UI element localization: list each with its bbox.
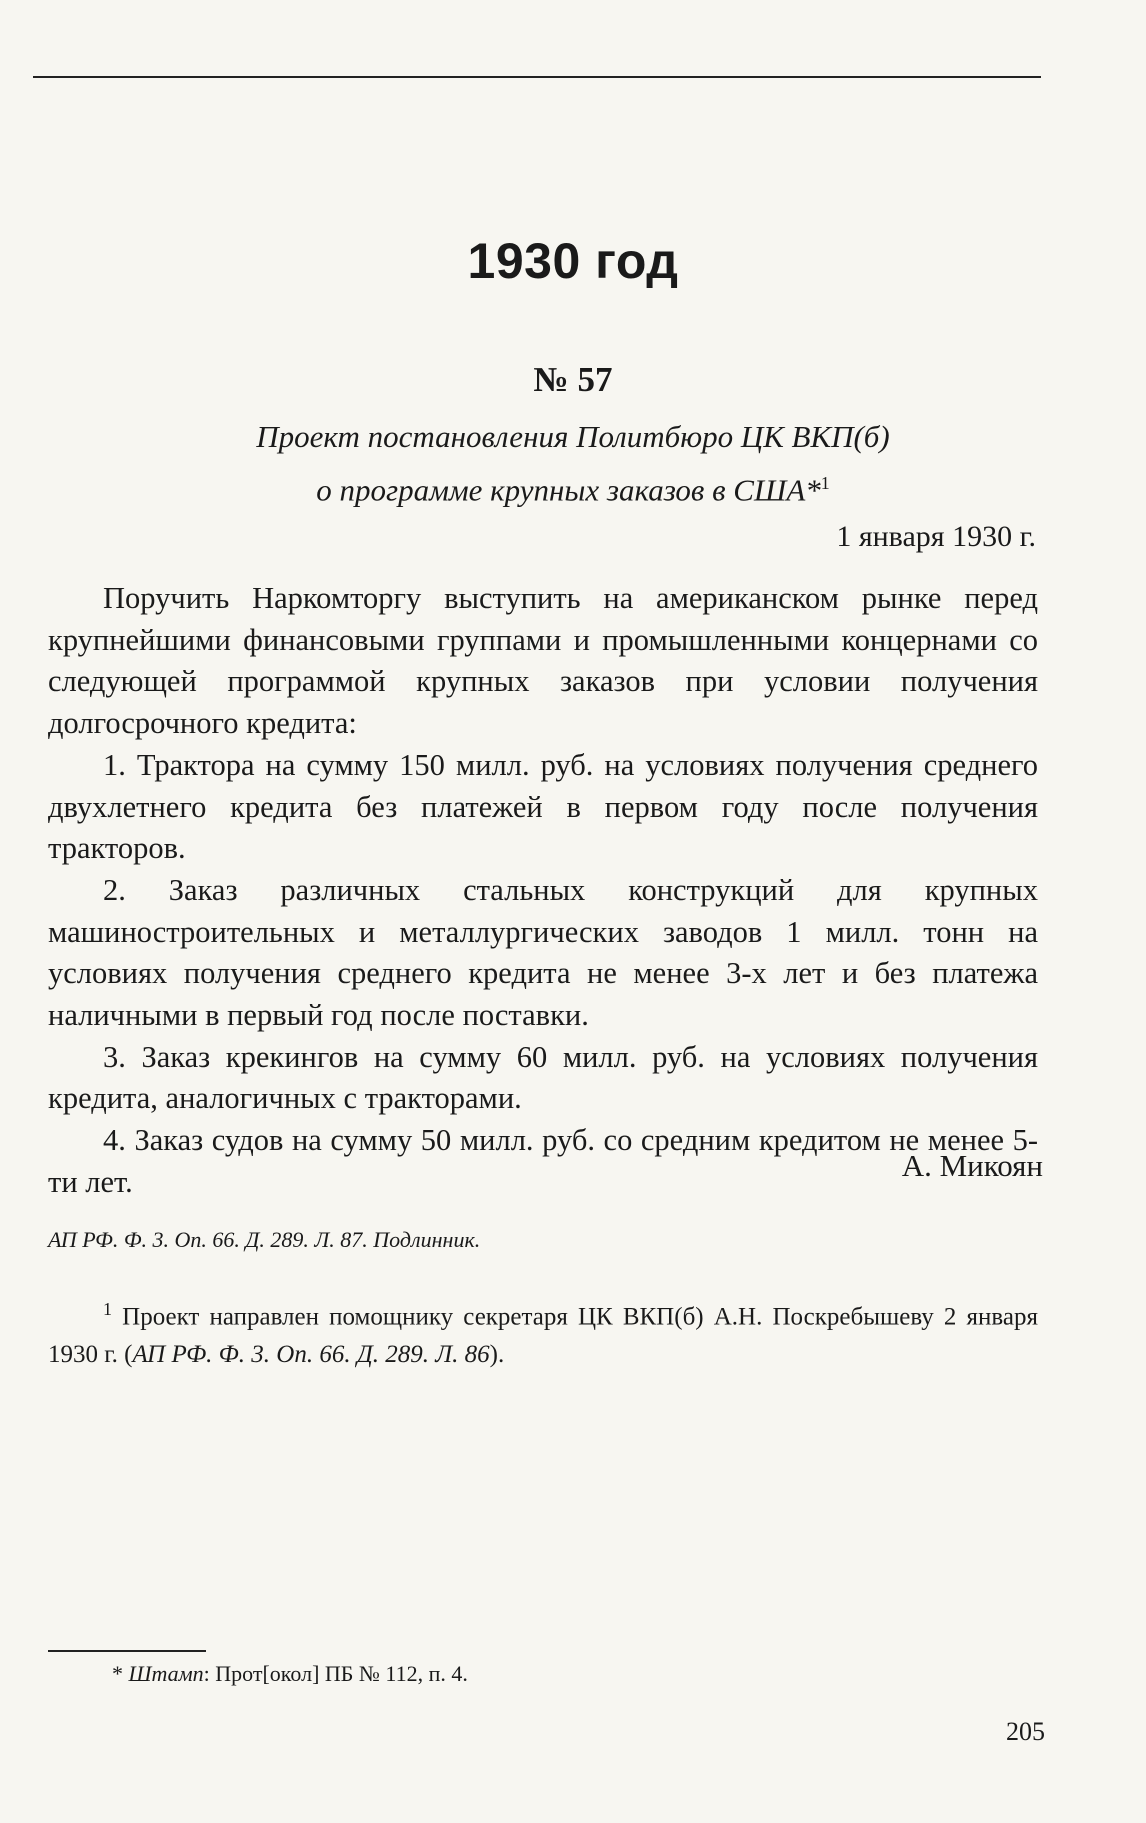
stamp-note-text: : Прот[окол] ПБ № 112, п. 4. xyxy=(203,1661,468,1686)
document-title-line-2-text: о программе крупных заказов в США* xyxy=(316,472,821,508)
body-paragraph-item-1: 1. Трактора на сумму 150 милл. руб. на условиях получения среднего двухлетнего кредита без платежей в первом году после получения тракторов. xyxy=(48,747,1038,866)
footnote xyxy=(48,1290,1038,1374)
document-title-line-1: Проект постановления Политбюро ЦК ВКП(б) xyxy=(256,419,890,454)
archive-source: АП РФ. Ф. 3. Оп. 66. Д. 289. Л. 87. Подлинник. xyxy=(48,1227,481,1252)
footnote-archive-ref: АП РФ. Ф. 3. Оп. 66. Д. 289. Л. 86 xyxy=(132,1341,490,1369)
body-paragraph-item-4: 4. Заказ судов на сумму 50 милл. руб. со средним кредитом не менее 5-ти лет. xyxy=(48,1123,1038,1199)
signature: А. Микоян xyxy=(901,1148,1043,1183)
document-date: 1 января 1930 г. xyxy=(836,520,1036,553)
stamp-note-label: Штамп xyxy=(128,1661,204,1686)
page-number: 205 xyxy=(1006,1717,1045,1746)
document-number: № 57 xyxy=(533,360,613,399)
footnote-end: ). xyxy=(489,1341,505,1369)
footnote-number: 1 xyxy=(103,1299,112,1319)
stamp-note xyxy=(112,1661,468,1687)
footnote-text: Проект направлен помощнику секретаря ЦК ВКП(б) А.Н. Поскребышеву 2 января 1930 г. ( xyxy=(48,1303,1038,1369)
year-heading: 1930 год xyxy=(467,233,679,289)
document-title-line-2 xyxy=(60,460,1086,513)
footnote-rule xyxy=(48,1650,206,1652)
document-title xyxy=(60,414,1086,513)
top-rule xyxy=(33,76,1041,78)
footnote-marker: 1 xyxy=(820,473,830,493)
body-paragraph-intro: Поручить Наркомторгу выступить на американском рынке перед крупнейшими финансовыми группами и промышленными концернами со следующей программой крупных заказов при условии получения долгосрочного кредита: xyxy=(48,581,1038,741)
document-body xyxy=(48,578,1038,1204)
body-paragraph-item-2: 2. Заказ различных стальных конструкций для крупных машиностроительных и металлургических заводов 1 милл. тонн на условиях получения среднего кредита не менее 3-х лет и без платежа наличными в первый год после поставки. xyxy=(48,872,1038,1033)
stamp-note-mark: * xyxy=(112,1661,123,1686)
body-paragraph-item-3: 3. Заказ крекингов на сумму 60 милл. руб. на условиях получения кредита, аналогичных с тракторами. xyxy=(48,1039,1038,1116)
